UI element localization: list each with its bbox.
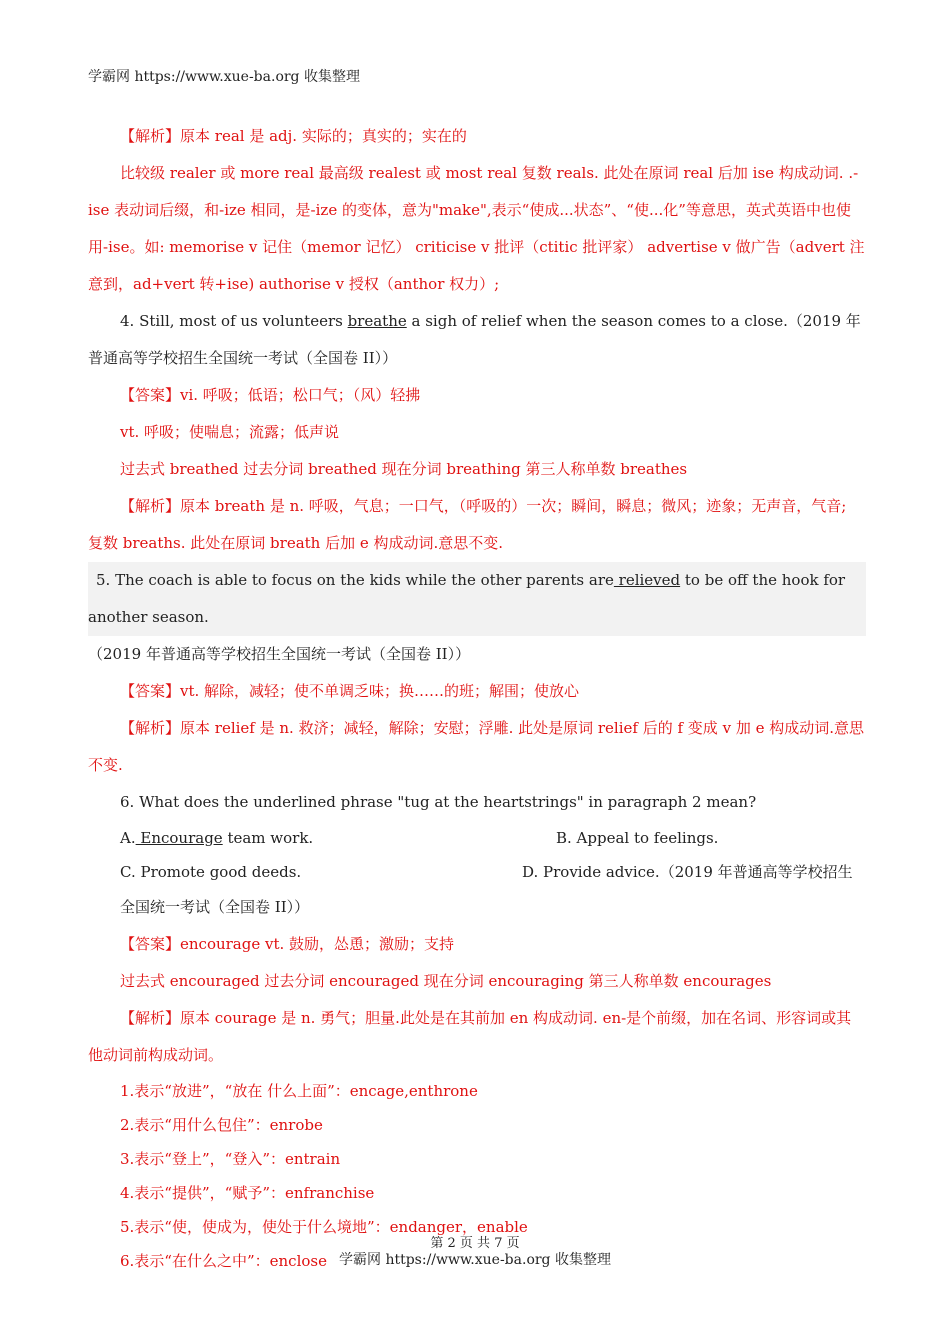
q4-answer-1: 【答案】vi. 呼吸；低语；松口气；（风）轻拂 (120, 386, 421, 404)
q5-stem-text: 5. The coach is able to focus on the kids while the other parents are (96, 571, 614, 589)
q4-underlined-word: breathe (347, 312, 407, 330)
q6-options-row-1 (88, 821, 866, 855)
q5-stem-tail: to be off the hook for another season. (88, 571, 846, 626)
list-item: 2.表示“用什么包住”：enrobe (120, 1116, 323, 1134)
q5-analysis: 【解析】原本 relief 是 n. 救济；减轻，解除；安慰；浮雕. 此处是原词 relief 后的 f 变成 v 加 e 构成动词.意思不变. (88, 719, 864, 774)
q4-stem-text: 4. Still, most of us volunteers (120, 312, 348, 330)
page-header: 学霸网 https://www.xue-ba.org 收集整理 (88, 69, 360, 85)
list-item: 6.表示“在什么之中”：enclose (120, 1252, 327, 1270)
list-item: 1.表示“放进”，“放在 什么上面”：encage,enthrone (120, 1082, 478, 1100)
q4-answer-2: vt. 呼吸；使喘息；流露；低声说 (120, 423, 340, 441)
q5-answer: 【答案】vt. 解除，减轻；使不单调乏味；换……的班；解围；使放心 (120, 682, 580, 700)
q6-option-d: D. Provide advice.（2019 年普通高等学校招生 (522, 863, 853, 881)
q4-stem (88, 303, 866, 377)
q6-option-a-rest: team work. (222, 829, 314, 847)
q5-stem (88, 562, 866, 636)
q6-source: 全国统一考试（全国卷 II）） (120, 898, 310, 916)
q6-stem: 6. What does the underlined phrase "tug at the heartstrings" in paragraph 2 mean? (120, 793, 757, 811)
q6-forms: 过去式 encouraged 过去分词 encouraged 现在分词 encouraging 第三人称单数 encourages (120, 972, 772, 990)
q6-option-c: C. Promote good deeds. (120, 863, 302, 881)
page-footer: 学霸网 https://www.xue-ba.org 收集整理 (339, 1252, 611, 1268)
q6-answer: 【答案】encourage vt. 鼓励，怂恿；激励；支持 (120, 935, 455, 953)
page-number: 第 2 页 共 7 页 (430, 1236, 520, 1251)
q3-analysis-body: 比较级 realer 或 more real 最高级 realest 或 most real 复数 reals. 此处在原词 real 后加 ise 构成动词. .-ise 表动词后缀，和-ize 相同，是-ize 的变体，意为"make",表示“使成...状态”、“使...化”等意思，英式英语中也使用-ise。如: memorise v 记住（memor 记忆） criticise v 批评（ctitic 批评家） advertise v 做广告（advert 注意到，ad+vert 转+ise) authorise v 授权（anthor 权力）; (88, 164, 865, 293)
q6-option-a-prefix: A. (120, 829, 136, 847)
q6-option-a (120, 821, 313, 855)
q5-source: （2019 年普通高等学校招生全国统一考试（全国卷 II）） (88, 645, 471, 663)
q6-option-b: B. Appeal to feelings. (556, 829, 719, 847)
q5-underlined-word: relieved (613, 571, 681, 589)
list-item: 4.表示“提供”，“赋予”：enfranchise (120, 1184, 375, 1202)
q3-analysis-heading: 【解析】原本 real 是 adj. 实际的；真实的；实在的 (120, 127, 467, 145)
q4-stem-tail: a sigh of relief when the season comes to a close.（2019 年普通高等学校招生全国统一考试（全国卷 II）） (88, 312, 861, 367)
list-item: 5.表示“使，使成为，使处于什么境地”：endanger，enable (120, 1218, 528, 1236)
page-content (88, 118, 866, 1278)
q6-option-a-underlined: Encourage (135, 829, 223, 847)
q6-options-row-2 (88, 855, 866, 889)
list-item: 3.表示“登上”，“登入”：entrain (120, 1150, 341, 1168)
q4-forms: 过去式 breathed 过去分词 breathed 现在分词 breathing 第三人称单数 breathes (120, 460, 688, 478)
q4-analysis: 【解析】原本 breath 是 n. 呼吸，气息；一口气，（呼吸的）一次；瞬间，瞬息；微风；迹象；无声音，气音; 复数 breaths. 此处在原词 breath 后加 e 构成动词.意思不变. (88, 497, 847, 552)
q6-analysis: 【解析】原本 courage 是 n. 勇气；胆量.此处是在其前加 en 构成动词. en-是个前缀，加在名词、形容词或其他动词前构成动词。 (88, 1009, 852, 1064)
